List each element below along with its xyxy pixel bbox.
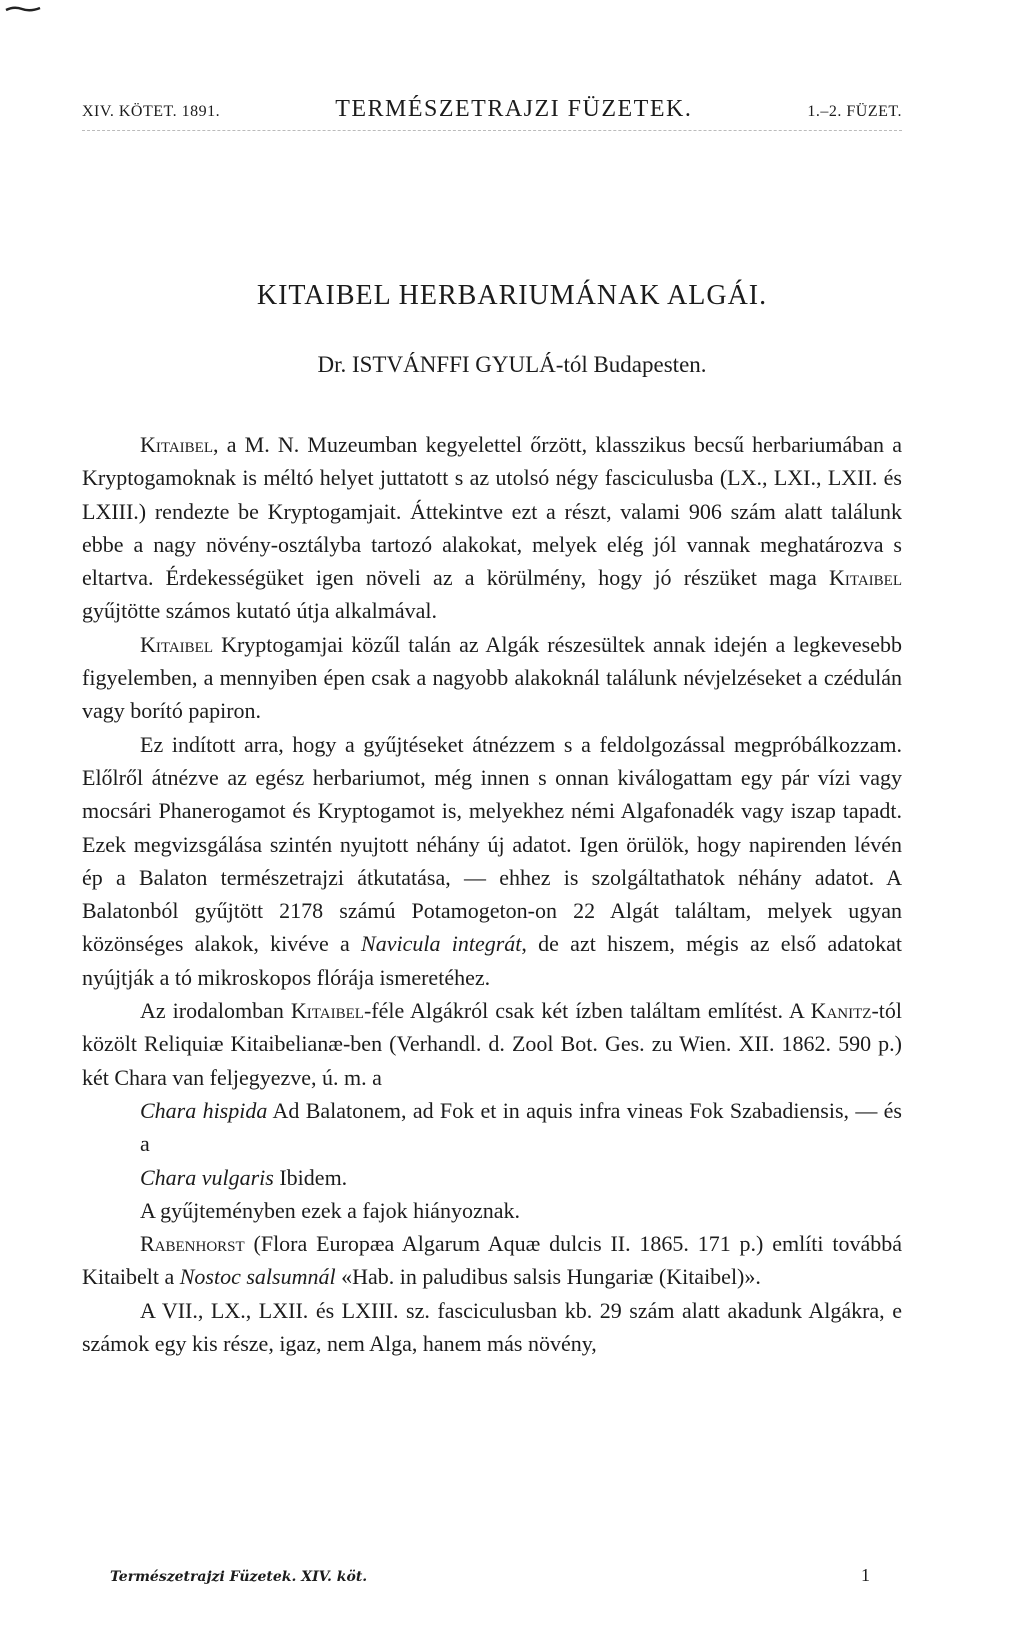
- paragraph-2-text: Kryptogamjai közűl talán az Algák részesültek annak idején a legkevesebb figyelemben, a mennyiben épen csak a nagyobb alakoknál találunk névjelzéseket a czédulán vagy borító papiron.: [82, 631, 902, 724]
- name-rabenhorst: Rabenhorst: [140, 1231, 245, 1257]
- paragraph-2: [82, 628, 902, 728]
- paragraph-1-text: , a M. N. Muzeumban kegyelettel őrzött, klasszikus becsű herbariumában a Kryptogamoknak is méltó helyet juttatott s az utolsó négy fasciculusba (LX., LXI., LXII. és LXIII.) rendezte be Kryptogamjait. Áttekintve ezt a részt, valami 906 szám alatt találunk ebbe a nagy növény-osztályba tartozó alakokat, melyek elég jól vannak meghatározva s eltartva. Érdekességüket igen növeli az a körülmény, hogy jó részüket maga: [82, 432, 902, 591]
- paragraph-3: [82, 728, 902, 994]
- paragraph-5: [82, 1094, 902, 1161]
- paragraph-6-text: Ibidem.: [273, 1164, 348, 1190]
- page-footer: [110, 1565, 870, 1586]
- paragraph-8: [82, 1227, 902, 1294]
- article-author: Dr. ISTVÁNFFI GYULÁ-tól Budapesten.: [317, 352, 707, 377]
- paragraph-4-text: Az irodalomban: [140, 998, 291, 1024]
- paragraph-4: [82, 994, 902, 1094]
- name-kitaibel: Kitaibel: [140, 432, 214, 457]
- running-head: [82, 96, 902, 131]
- running-head-issue: 1.–2. FÜZET.: [807, 103, 902, 120]
- paragraph-4-text-c: -tól közölt Reliquiæ Kitaibelianæ-ben (Verhandl. d. Zool Bot. Ges. zu Wien. XII. 1862. 590 p.) két Chara van feljegyezve, ú. m. a: [82, 998, 902, 1090]
- article-body: [82, 428, 902, 1360]
- paragraph-5-text: Ad Balatonem, ad Fok et in aquis infra vineas Fok Szabadiensis, — és a: [140, 1097, 902, 1157]
- paragraph-3-text: Ez indított arra, hogy a gyűjtéseket átnézzem s a feldolgozással megpróbálkozzam. Előlről átnézve az egész herbariumot, még innen s onnan kiválogattam egy pár vízi vagy mocsári Phanerogamot és Kryptogamot is, melyekhez némi Algafonadék vagy iszap tapadt. Ezek megvizsgálása szintén nyujtott néhány új adatot. Igen örülök, hogy napirenden lévén ép a Balaton természetrajzi átkutatása, — ehhez is szolgáltathatok néhány adatot. A Balatonból gyűjtött 2178 számú Potamogeton-on 22 Algát találtam, melyek ugyan közönséges alakok, kivéve a: [82, 731, 902, 957]
- article-title: KITAIBEL HERBARIUMÁNAK ALGÁI.: [256, 280, 768, 311]
- paragraph-4-text-b: -féle Algákról csak két ízben találtam említést. A: [363, 998, 811, 1024]
- paragraph-3-end: , de azt hiszem, mégis az első adatokat nyújtják a tó mikroskopos flórája ismeretéhez.: [82, 931, 902, 990]
- name-kitaibel: Kitaibel: [828, 565, 902, 591]
- paragraph-6: [82, 1161, 902, 1194]
- footer-journal: Természetrajzi Füzetek. XIV. köt.: [110, 1569, 368, 1585]
- name-kanitz: Kanitz: [810, 998, 872, 1024]
- species-chara-hispida: Chara hispida: [140, 1097, 268, 1123]
- paragraph-7: A gyűjteményben ezek a fajok hiányoznak.: [140, 1197, 520, 1223]
- name-kitaibel: Kitaibel: [290, 998, 364, 1024]
- species-nostoc: Nostoc salsumnál: [179, 1264, 336, 1290]
- species-chara-vulgaris: Chara vulgaris: [140, 1164, 274, 1190]
- page-number: 1: [861, 1565, 870, 1585]
- running-head-journal-title: TERMÉSZETRAJZI FÜZETEK.: [335, 96, 693, 122]
- paragraph-8-end: «Hab. in paludibus salsis Hungariæ (Kitaibel)».: [335, 1264, 761, 1290]
- species-navicula: Navicula integrát: [361, 931, 522, 957]
- paragraph-1-end: gyűjtötte számos kutató útja alkalmával.: [82, 598, 437, 624]
- corner-ink-mark: [4, 4, 42, 14]
- running-head-volume: XIV. KÖTET. 1891.: [82, 103, 221, 120]
- paragraph-8-text: (Flora Europæa Algarum Aquæ dulcis II. 1865. 171 p.) említi továbbá Kitaibelt a: [82, 1231, 902, 1290]
- name-kitaibel: Kitaibel: [140, 631, 214, 657]
- paragraph-9: A VII., LX., LXII. és LXIII. sz. fasciculusban kb. 29 szám alatt akadunk Algákra, e számok egy kis része, igaz, nem Alga, hanem más növény,: [82, 1297, 902, 1357]
- paragraph-1: [82, 428, 902, 628]
